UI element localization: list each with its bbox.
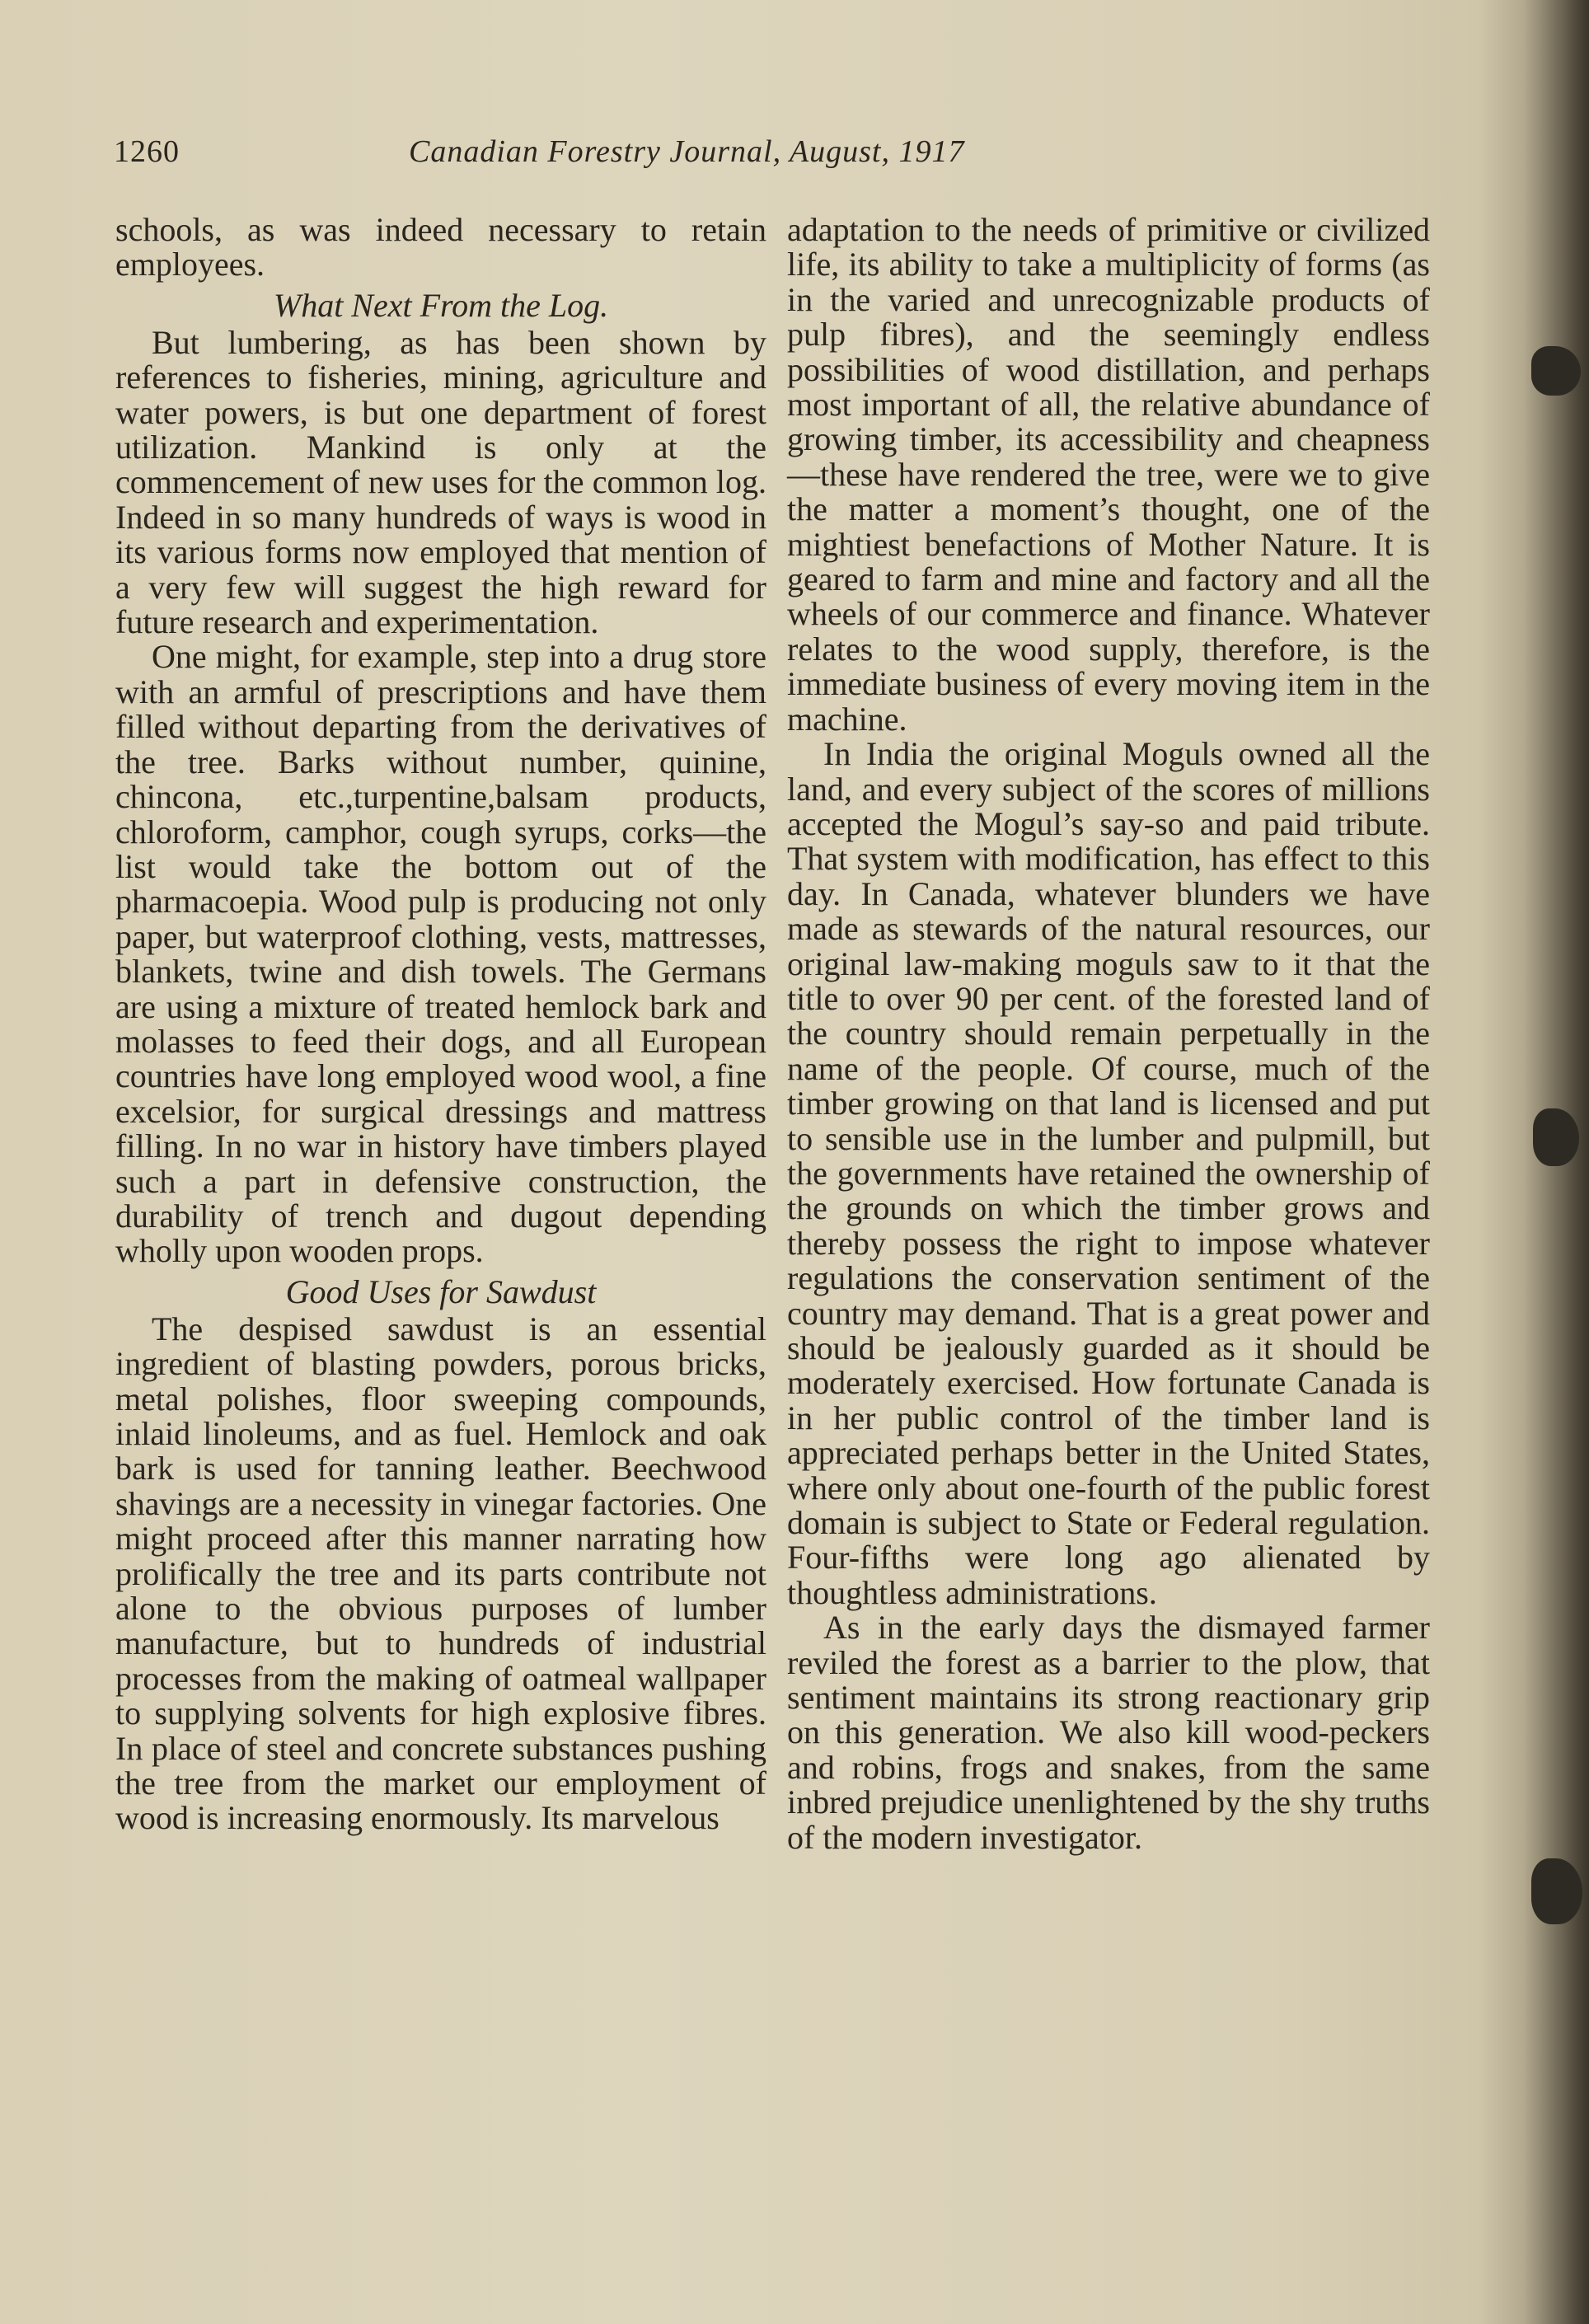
section-heading-sawdust: Good Uses for Sawdust <box>285 1272 597 1310</box>
left-paragraph-1: schools, as was indeed necessary to retain employees. <box>115 211 766 283</box>
torn-edge-mark-top <box>1531 346 1581 396</box>
right-paragraph-1: adaptation to the needs of primitive or civilized life, its ability to take a multiplicity of forms (as in the varied and unrecognizable products of pulp fibres), and the seemingly endless possibilities of wood distillation, and perhaps most important of all, the relative abundance of growing timber, its accessibility and cheapness—these have rendered the tree, were we to give the matter a moment’s thought, one of the mightiest benefactions of Mother Nature. It is geared to farm and mine and factory and all the wheels of our commerce and finance. Whatever relates to the wood supply, therefore, is the immediate business of every moving item in the machine. <box>787 211 1430 738</box>
left-paragraph-3: One might, for example, step into a drug store with an armful of prescriptions and have them filled without departing from the derivatives of the tree. Barks without number, quinine, chincona, etc.,turpentine,balsam products, chloroform, camphor, cough syrups, corks—the list would take the bottom out of the pharmacoepia. Wood pulp is producing not only paper, but waterproof clothing, vests, mattresses, blankets, twine and dish towels. The Germans are using a mixture of treated hemlock bark and molasses to feed their dogs, and all European countries have long employed wood wool, a fine excelsior, for surgical dressings and mattress filling. In no war in history have timbers played such a part in defensive construction, the durability of trench and dugout depending wholly upon wooden props. <box>115 638 766 1270</box>
right-paragraph-3: As in the early days the dismayed farmer reviled the forest as a barrier to the plow, that sentiment maintains its strong reactionary grip on this generation. We also kill wood-peckers and robins, frogs and snakes, from the same inbred prejudice unenlightened by the shy truths of the modern investigator. <box>787 1609 1430 1856</box>
section-heading-what-next: What Next From the Log. <box>273 286 609 324</box>
left-column <box>115 213 766 1836</box>
left-paragraph-4: The despised sawdust is an essential ingredient of blasting powders, porous bricks, metal polishes, floor sweeping compounds, inlaid linoleums, and as fuel. Hemlock and oak bark is used for tanning leather. Beechwood shavings are a necessity in vinegar factories. One might proceed after this manner narrating how prolifically the tree and its parts contribute not alone to the obvious purposes of lumber manufacture, but to hundreds of industrial processes from the making of oatmeal wallpaper to supplying solvents for high explosive fibres. In place of steel and concrete substances pushing the tree from the market our employment of wood is increasing enormously. Its marvelous <box>115 1310 766 1837</box>
right-paragraph-2: In India the original Moguls owned all the land, and every subject of the scores of millions accepted the Mogul’s say-so and paid tribute. That system with modification, has effect to this day. In Canada, whatever blunders we have made as stewards of the natural resources, our original law-making moguls saw to it that the title to over 90 per cent. of the forested land of the country should remain perpetually in the name of the people. Of course, much of the timber growing on that land is licensed and put to sensible use in the lumber and pulpmill, but the governments have retained the ownership of the grounds on which the timber grows and thereby possess the right to impose whatever regulations the conservation sentiment of the country may demand. That is a great power and should be jealously guarded as it should be moderately exercised. How fortunate Canada is in her public control of the timber land is appreciated perhaps better in the United States, where only about one-fourth of the public forest domain is subject to State or Federal regulation. Four-fifths were long ago alienated by thoughtless administrations. <box>787 735 1430 1611</box>
page-header <box>114 134 1119 183</box>
torn-edge-mark-bottom <box>1531 1858 1582 1924</box>
torn-edge-mark-middle <box>1533 1108 1579 1166</box>
page-number: 1260 <box>114 134 180 169</box>
right-column <box>787 213 1430 1855</box>
running-head: Canadian Forestry Journal, August, 1917 <box>409 134 965 169</box>
left-paragraph-2: But lumbering, as has been shown by references to fisheries, mining, agriculture and water powers, is but one department of forest utilization. Mankind is only at the commencement of new uses for the common log. Indeed in so many hundreds of ways is wood in its various forms now employed that mention of a very few will suggest the high reward for future research and experimentation. <box>115 323 766 641</box>
